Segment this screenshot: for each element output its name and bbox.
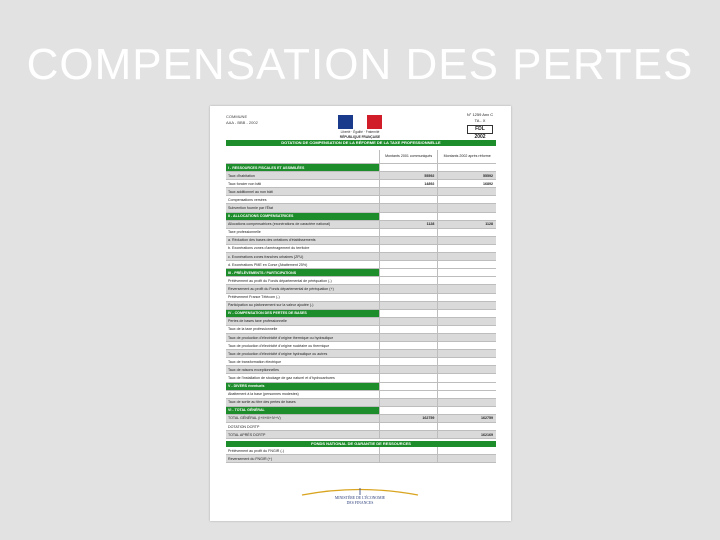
table-body <box>226 164 496 439</box>
table-row <box>226 350 496 358</box>
table-row <box>226 237 496 245</box>
row-label: TOTAL APRÈS DCRTP <box>226 431 379 438</box>
value-2002-cell[interactable] <box>437 261 496 268</box>
value-2001-cell[interactable] <box>379 455 438 462</box>
row-label: Prélèvement au profit du Fonds départemental de péréquation (-) <box>228 278 332 283</box>
value-2001-cell[interactable] <box>379 229 438 236</box>
value-2001-cell[interactable]: 14892 <box>379 180 438 187</box>
table-row <box>226 423 496 431</box>
value-2001-cell[interactable]: 1128 <box>379 221 438 228</box>
table-row <box>226 391 496 399</box>
value-2001-cell[interactable] <box>379 374 438 381</box>
row-label: Taux additionnel au non bâti <box>226 188 379 195</box>
section-header-row <box>226 164 496 172</box>
col-header-2001: Montants 2001 communiqués <box>379 150 438 163</box>
table-header-row <box>226 150 496 164</box>
value-2001-cell[interactable] <box>379 196 438 203</box>
table-row <box>226 302 496 310</box>
value-2002-cell[interactable] <box>437 310 496 317</box>
section-header-row <box>226 383 496 391</box>
section-header-row <box>226 407 496 415</box>
row-label: Subvention fournie par l'État <box>226 204 379 211</box>
slide-title: COMPENSATION DES PERTES <box>26 40 694 89</box>
value-2002-cell[interactable] <box>437 326 496 333</box>
table-row <box>226 180 496 188</box>
value-2001-cell[interactable] <box>379 334 438 341</box>
ministry-logo-arc-icon <box>300 486 420 496</box>
row-label: Taux de production d'électricité d'origine nucléaire ou thermique <box>228 343 330 348</box>
value-2002-cell[interactable] <box>437 350 496 357</box>
table-row <box>226 326 496 334</box>
value-2001-cell[interactable] <box>379 326 438 333</box>
form-year: 2002 <box>474 134 486 140</box>
value-2001-cell[interactable] <box>379 302 438 309</box>
value-2001-cell[interactable] <box>379 188 438 195</box>
row-label: Taxe professionnelle <box>228 230 261 235</box>
value-2001-cell[interactable] <box>379 350 438 357</box>
value-2001-cell[interactable] <box>379 237 438 244</box>
value-2002-cell[interactable] <box>437 269 496 276</box>
value-2001-cell[interactable]: 162759 <box>379 415 438 422</box>
table-row <box>226 318 496 326</box>
table-row <box>226 334 496 342</box>
value-2001-cell[interactable] <box>379 391 438 398</box>
section-title: II - ALLOCATIONS COMPENSATRICES <box>226 213 379 220</box>
value-2001-cell[interactable] <box>379 245 438 252</box>
value-2002-cell[interactable] <box>437 237 496 244</box>
row-label: Compensations versées <box>228 197 267 202</box>
value-2001-cell[interactable] <box>379 204 438 211</box>
commune-code: AAA - BBB - 2002 <box>226 120 258 125</box>
value-2002-cell[interactable] <box>437 342 496 349</box>
table-row <box>226 285 496 293</box>
value-2001-cell[interactable] <box>379 447 438 454</box>
table-row <box>226 447 496 455</box>
section-header-row <box>226 310 496 318</box>
french-flag-icon <box>338 115 382 129</box>
section-header-row <box>226 213 496 221</box>
row-label: Taux d'habitation <box>226 172 379 179</box>
fngir-title-bar: FONDS NATIONAL DE GARANTIE DE RESSOURCES <box>226 441 496 447</box>
value-2002-cell[interactable] <box>437 196 496 203</box>
value-2002-cell[interactable] <box>437 455 496 462</box>
value-2002-cell[interactable] <box>437 294 496 301</box>
row-label: Reversement au profit du Fonds départemental de péréquation (+) <box>226 285 379 292</box>
value-2002-cell[interactable] <box>437 366 496 373</box>
value-2002-cell[interactable] <box>437 423 496 430</box>
table-row <box>226 253 496 261</box>
table-row <box>226 172 496 180</box>
value-2002-cell[interactable] <box>437 318 496 325</box>
row-label: d. Exonérations PME en Corse (Abattement 25%) <box>228 262 308 267</box>
table-row <box>226 415 496 423</box>
table-row <box>226 358 496 366</box>
table-row <box>226 261 496 269</box>
section-title: IV - COMPENSATION DES PERTES DE BASES <box>226 310 379 317</box>
row-label: Taux de raisons exceptionnelles <box>226 366 379 373</box>
value-2001-cell[interactable] <box>379 261 438 268</box>
value-2001-cell[interactable] <box>379 213 438 220</box>
section-header-row <box>226 269 496 277</box>
fngir-body <box>226 447 496 463</box>
header-left <box>226 114 258 126</box>
value-2002-cell[interactable] <box>437 229 496 236</box>
section-title: V - DIVERS éventuels <box>226 383 379 390</box>
value-2001-cell[interactable] <box>379 164 438 171</box>
table-row <box>226 245 496 253</box>
col-header-2002: Montants 2002 après réforme <box>437 150 496 163</box>
row-label: b. Exonérations zones d'aménagement du territoire <box>228 246 310 251</box>
section-title: I - RESSOURCES FISCALES ET ASSIMILÉES <box>226 164 379 171</box>
section-title: III - PRÉLÈVEMENTS / PARTICIPATIONS <box>226 269 379 276</box>
value-2001-cell[interactable] <box>379 358 438 365</box>
row-label: c. Exonérations zones franches urbaines (ZFU) <box>226 253 379 260</box>
row-label: Taux de transformation électrique <box>228 359 282 364</box>
value-2001-cell[interactable] <box>379 407 438 414</box>
form-reference <box>456 112 504 140</box>
row-label: Prélèvement France Télécom (-) <box>228 295 280 300</box>
value-2002-cell[interactable] <box>437 253 496 260</box>
value-2002-cell[interactable] <box>437 213 496 220</box>
value-2001-cell[interactable] <box>379 294 438 301</box>
value-2001-cell[interactable] <box>379 342 438 349</box>
value-2002-cell[interactable] <box>437 285 496 292</box>
table-row <box>226 188 496 196</box>
form-document <box>210 106 511 521</box>
value-2002-cell[interactable] <box>437 188 496 195</box>
row-label: Taux de l'installation de stockage de gaz naturel et d'hydrocarbures <box>228 375 335 380</box>
table-row <box>226 342 496 350</box>
value-2001-cell[interactable] <box>379 285 438 292</box>
row-label: Taux de la taxe professionnelle <box>228 327 278 332</box>
table-row <box>226 277 496 285</box>
row-label: a. Réduction des bases des créations d'établissements <box>226 237 379 244</box>
value-2002-cell[interactable] <box>437 383 496 390</box>
row-label: Pertes de bases taxe professionnelle <box>226 318 379 325</box>
value-2002-cell[interactable] <box>437 391 496 398</box>
compensation-table <box>226 150 496 463</box>
value-2001-cell[interactable] <box>379 383 438 390</box>
section-title: VI - TOTAL GÉNÉRAL <box>226 407 379 414</box>
main-title-bar: DOTATION DE COMPENSATION DE LA RÉFORME DE LA TAXE PROFESSIONNELLE <box>226 140 496 146</box>
row-label: Allocations compensatrices (exonérations de caractère national) <box>226 221 379 228</box>
republic-mark: Liberté · Égalité · Fraternité RÉPUBLIQUE FRANÇAISE <box>339 130 381 139</box>
value-2001-cell[interactable] <box>379 310 438 317</box>
value-2001-cell[interactable]: 55592 <box>379 172 438 179</box>
form-number: N° 1259 Anx C <box>466 112 494 117</box>
value-2002-cell[interactable] <box>437 204 496 211</box>
table-row <box>226 455 496 463</box>
value-2002-cell[interactable] <box>437 374 496 381</box>
table-row <box>226 229 496 237</box>
commune-label: COMMUNE <box>226 114 248 119</box>
table-row <box>226 399 496 407</box>
form-ref: TA - X <box>474 118 486 123</box>
value-2001-cell[interactable] <box>379 366 438 373</box>
value-2002-cell[interactable] <box>437 358 496 365</box>
table-row <box>226 196 496 204</box>
value-2002-cell[interactable] <box>437 277 496 284</box>
table-row <box>226 374 496 382</box>
row-label: Taux de production d'électricité d'origine hydraulique ou autres <box>226 350 379 357</box>
value-2001-cell[interactable] <box>379 423 438 430</box>
row-label: TOTAL GÉNÉRAL (I+II+III+IV+V) <box>226 415 379 422</box>
value-2002-cell[interactable] <box>437 245 496 252</box>
value-2002-cell[interactable] <box>437 164 496 171</box>
value-2002-cell[interactable]: 16892 <box>437 180 496 187</box>
value-2001-cell[interactable] <box>379 277 438 284</box>
row-label: DOTATION DCRTP <box>228 424 260 429</box>
value-2002-cell[interactable] <box>437 399 496 406</box>
table-row <box>226 294 496 302</box>
value-2002-cell[interactable] <box>437 334 496 341</box>
table-row <box>226 366 496 374</box>
fdl-badge: FDL <box>467 125 493 134</box>
table-row <box>226 221 496 229</box>
row-label: Reversement du FNGIR (+) <box>226 455 379 462</box>
row-label: Taux de sortie au titre des pertes de bases <box>226 399 379 406</box>
row-label: Taux foncier non bâti <box>228 181 262 186</box>
row-label: Participation au plafonnement sur la valeur ajoutée (-) <box>226 302 379 309</box>
value-2002-cell[interactable]: 55592 <box>437 172 496 179</box>
value-2001-cell[interactable] <box>379 431 438 438</box>
value-2001-cell[interactable] <box>379 269 438 276</box>
value-2002-cell[interactable]: 162759 <box>437 415 496 422</box>
value-2002-cell[interactable] <box>437 407 496 414</box>
value-2001-cell[interactable] <box>379 253 438 260</box>
table-row <box>226 204 496 212</box>
value-2001-cell[interactable] <box>379 318 438 325</box>
value-2002-cell[interactable]: 1128 <box>437 221 496 228</box>
row-label: Prélèvement au profit du FNGIR (-) <box>228 448 284 453</box>
value-2001-cell[interactable] <box>379 399 438 406</box>
value-2002-cell[interactable] <box>437 447 496 454</box>
value-2002-cell[interactable]: 162169 <box>437 431 496 438</box>
ministry-logo: MINISTÈRE DE L'ÉCONOMIE DES FINANCES <box>334 496 386 505</box>
row-label: Taux de production d'électricité d'origine thermique ou hydraulique <box>226 334 379 341</box>
value-2002-cell[interactable] <box>437 302 496 309</box>
row-label: Abattement à la base (personnes modestes) <box>228 392 299 397</box>
table-row <box>226 431 496 439</box>
